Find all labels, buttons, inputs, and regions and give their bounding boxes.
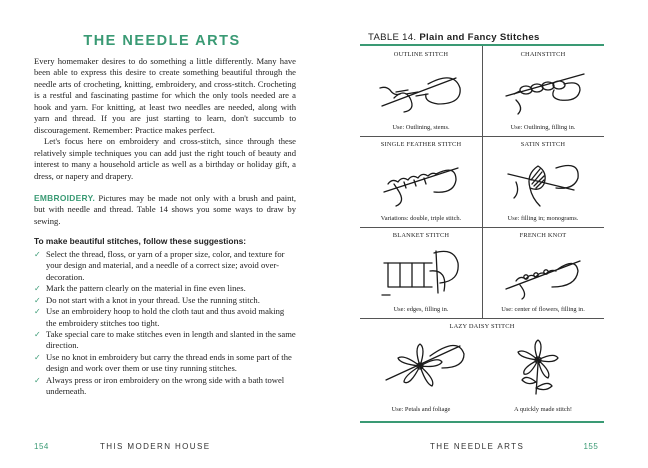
embroidery-intro-paragraph: Let's focus here on embroidery and cross-stitch, since through these relatively simple techniques you can add just the right touch of beauty and interest to many a household article as well as a birthday or holiday gift, a dress, or napery and drapery. xyxy=(34,136,296,181)
intro-paragraph: Every homemaker desires to do something a little differently. Many have been able to express this desire to create something beautiful through the needle arts of crocheting, knitting, embroidery, and cross-stitch. Crocheting is a restful and fascinating pastime for which the only tools needed are a hook and yarn. For knitting, at least two needles are needed, along with yarn and thread. If you are just starting to learn, don't succumb to discouragement. Remember: Practice makes perfect. xyxy=(34,56,296,135)
check-icon: ✓ xyxy=(34,375,41,385)
table-name: Plain and Fancy Stitches xyxy=(419,32,540,43)
stitch-use: Variations: double, triple stitch. xyxy=(380,215,462,222)
stitch-cell-outline xyxy=(360,46,482,136)
check-icon: ✓ xyxy=(34,295,41,305)
outline-stitch-illustration xyxy=(374,60,468,120)
list-item: ✓ Select the thread, floss, or yarn of a proper size, color, and texture for your design and material, and a needle of a correct size; avoid over-decoration. xyxy=(34,248,285,282)
stitch-name: OUTLINE STITCH xyxy=(393,51,449,58)
check-icon: ✓ xyxy=(34,249,41,259)
stitch-use: Use: Outlining, stems. xyxy=(392,124,450,131)
page-number-left: 154 xyxy=(34,442,49,451)
left-footer xyxy=(34,442,210,451)
stitch-table xyxy=(360,46,604,421)
embroidery-heading: EMBROIDERY. xyxy=(34,192,96,203)
french-knot-illustration xyxy=(496,241,590,303)
stitch-use: Use: filling in; monograms. xyxy=(507,215,579,222)
lazy-daisy-illustration-flower xyxy=(500,334,580,402)
satin-stitch-illustration xyxy=(496,150,590,212)
right-page xyxy=(324,0,648,468)
table-label: TABLE 14. xyxy=(368,32,417,43)
lazy-daisy-illustration-needle xyxy=(380,334,470,402)
stitch-use: Use: center of flowers, filling in. xyxy=(501,306,585,313)
stitch-cell-blanket xyxy=(360,227,482,318)
check-icon: ✓ xyxy=(34,284,41,294)
stitch-use: Use: edges, filling in. xyxy=(393,306,449,313)
embroidery-paragraph xyxy=(34,193,296,227)
list-item: ✓ Mark the pattern clearly on the material in fine even lines. xyxy=(34,283,246,294)
list-item: ✓ Do not start with a knot in your thread. Use the running stitch. xyxy=(34,294,260,305)
stitch-cell-feather xyxy=(360,136,482,227)
check-icon: ✓ xyxy=(34,352,41,362)
chapter-title: THE NEEDLE ARTS xyxy=(83,33,241,49)
page-number-right: 155 xyxy=(583,442,599,451)
embroidery-text: Pictures may be made not only with a brush and paint, but with needle and thread. Table 14 shows you some ways to draw by sewing. xyxy=(34,192,296,226)
stitch-name: BLANKET STITCH xyxy=(392,232,450,239)
check-icon: ✓ xyxy=(34,329,41,339)
list-item: ✓ Use an embroidery hoop to hold the cloth taut and thus avoid making the embroidery stitches too tight. xyxy=(34,306,285,328)
stitch-name: LAZY DAISY STITCH xyxy=(449,323,515,330)
blanket-stitch-illustration xyxy=(374,241,468,303)
stitch-name: FRENCH KNOT xyxy=(519,232,567,239)
stitch-name: SATIN STITCH xyxy=(520,141,566,148)
stitch-use: Use: Outlining, filling in. xyxy=(510,124,576,131)
stitch-cell-chain xyxy=(482,46,604,136)
list-item: ✓ Use no knot in embroidery but carry the thread ends in some part of the design and work over them or use tiny running stitches. xyxy=(34,351,292,374)
chainstitch-illustration xyxy=(496,60,590,120)
stitch-cell-french-knot xyxy=(482,227,604,318)
stitch-note: A quickly made stitch! xyxy=(513,406,573,413)
check-icon: ✓ xyxy=(34,307,41,317)
list-item: ✓ Always press or iron embroidery on the wrong side with a bath towel underneath. xyxy=(34,374,285,397)
stitch-name: SINGLE FEATHER STITCH xyxy=(380,141,462,148)
tips-list xyxy=(34,249,296,398)
feather-stitch-illustration xyxy=(374,150,468,212)
table-title xyxy=(368,32,594,43)
stitch-cell-satin xyxy=(482,136,604,227)
stitch-use: Use: Petals and foliage xyxy=(391,406,451,413)
table-bottom-rule xyxy=(360,421,604,423)
stitch-name: CHAINSTITCH xyxy=(520,51,566,58)
right-footer xyxy=(430,442,598,451)
running-head-right: THE NEEDLE ARTS xyxy=(430,442,525,451)
stitch-cell-lazy-daisy xyxy=(360,318,604,421)
tips-heading: To make beautiful stitches, follow these suggestions: xyxy=(34,236,247,247)
list-item: ✓ Take special care to make stitches even in length and slanted in the same direction. xyxy=(34,328,296,351)
running-head-left: THIS MODERN HOUSE xyxy=(99,442,211,451)
body-text xyxy=(34,56,296,398)
